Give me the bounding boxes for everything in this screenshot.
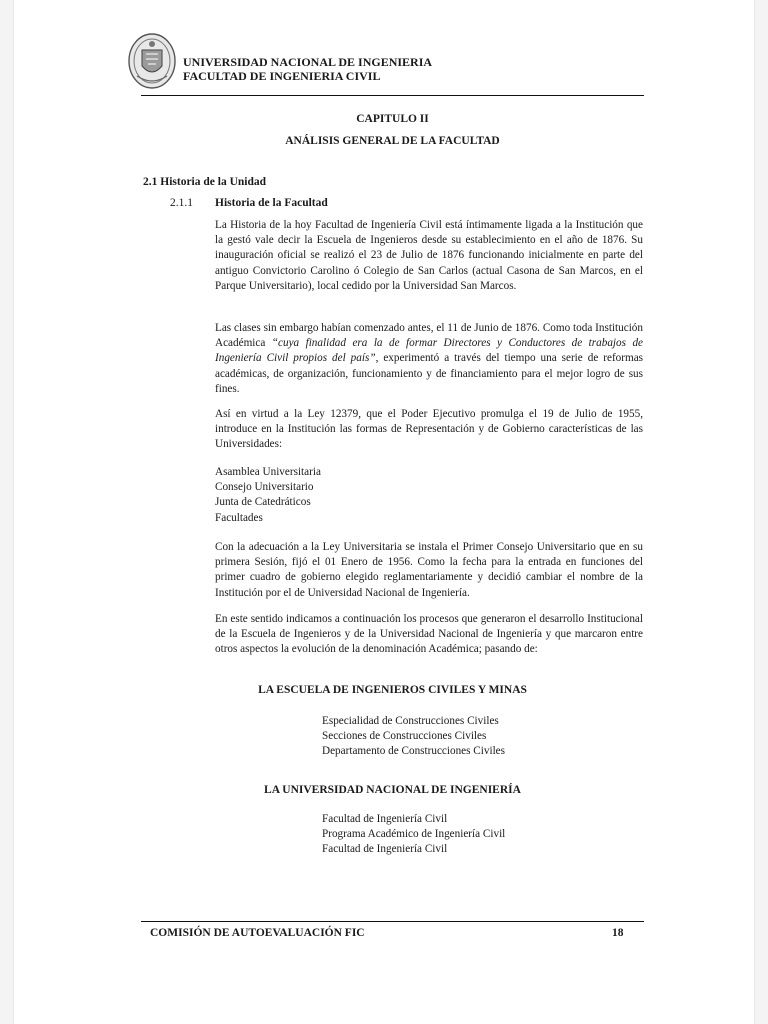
- universidad-heading: LA UNIVERSIDAD NACIONAL DE INGENIERÍA: [264, 784, 521, 796]
- paragraph-classes-end: , experimentó a través del tiempo una serie de reformas académicas, de organización, funcionamiento y de financiamiento para el mejor logro de sus fines.: [215, 352, 644, 395]
- page-number: 18: [612, 927, 624, 939]
- footer-divider: [141, 921, 644, 922]
- list-item: Departamento de Construcciones Civiles: [322, 745, 505, 757]
- list-item: Consejo Universitario: [215, 481, 314, 494]
- list-item: Asamblea Universitaria: [215, 466, 321, 478]
- universidad-list: [322, 812, 505, 857]
- paragraph-council: [215, 540, 643, 601]
- subsection-number: 2.1.1: [170, 197, 193, 209]
- paragraph-law: [215, 407, 643, 453]
- document-page: [14, 0, 754, 1024]
- paragraph-processes: [215, 612, 643, 658]
- list-item: Facultad de Ingeniería Civil: [322, 843, 448, 855]
- university-seal-icon: [127, 32, 177, 90]
- list-item: Facultad de Ingeniería Civil: [322, 813, 448, 825]
- section-heading: 2.1 Historia de la Unidad: [143, 176, 267, 188]
- chapter-label: CAPITULO II: [356, 113, 429, 125]
- escuela-list: [322, 714, 505, 759]
- paragraph-classes: [215, 321, 643, 397]
- governance-list: [215, 465, 321, 526]
- list-item: Especialidad de Construcciones Civiles: [322, 715, 499, 727]
- paragraph-council-text: Con la adecuación a la Ley Universitaria se instala el Primer Consejo Universitario que en su primera Sesión, fijó el 01 Enero de 1956. Como la fecha para la entrada en funciones del primer cuadro de gobierno elegido reglamentariamente y decidió cambiar el nombre de la Institución por el de Universidad Nacional de Ingeniería.: [215, 541, 643, 599]
- paragraph-history: [215, 218, 643, 294]
- header-university-name: UNIVERSIDAD NACIONAL DE INGENIERIA: [183, 55, 433, 69]
- chapter-title: ANÁLISIS GENERAL DE LA FACULTAD: [285, 135, 500, 147]
- subsection-title: Historia de la Facultad: [215, 197, 328, 209]
- list-item: Programa Académico de Ingeniería Civil: [322, 828, 506, 840]
- header-divider: [141, 95, 644, 96]
- list-item: Secciones de Construcciones Civiles: [322, 730, 487, 742]
- paragraph-processes-text: En este sentido indicamos a continuación los procesos que generaron el desarrollo Institucional de la Escuela de Ingenieros y de la Universidad Nacional de Ingeniería y que marcaron entre otros aspectos la evolución de la denominación Académica; pasando de:: [215, 613, 643, 656]
- escuela-heading: LA ESCUELA DE INGENIEROS CIVILES Y MINAS: [258, 684, 527, 696]
- paragraph-law-text: Así en virtud a la Ley 12379, que el Poder Ejecutivo promulga el 19 de Julio de 1955, introduce en la Institución las formas de Representación y de Gobierno características de las Universidades:: [215, 408, 643, 451]
- list-item: Facultades: [215, 511, 263, 524]
- list-item: Junta de Catedráticos: [215, 496, 311, 509]
- paragraph-history-text: La Historia de la hoy Facultad de Ingeniería Civil está íntimamente ligada a la Institución que la gestó vale decir la Escuela de Ingenieros desde su establecimiento en el año de 1876. Su inauguración oficial se realizó el 23 de Julio de 1876 funcionando inicialmente en parte del antiguo Convictorio Carolino ó Colegio de San Carlos (actual Casona de San Marcos, en el Parque Universitario), local cedido por la Universidad San Marcos.: [215, 219, 643, 292]
- paragraph-classes-quote: “cuya finalidad era la de formar Directores y Conductores de trabajos de Ingeniería Civil propios del país”: [215, 337, 643, 365]
- footer-title: COMISIÓN DE AUTOEVALUACIÓN FIC: [150, 927, 365, 939]
- paragraph-classes-start: Las clases sin embargo habían comenzado antes, el 11 de Junio de 1876. Como toda Institución Académica: [215, 322, 643, 350]
- header-faculty-name: FACULTAD DE INGENIERIA CIVIL: [183, 69, 381, 83]
